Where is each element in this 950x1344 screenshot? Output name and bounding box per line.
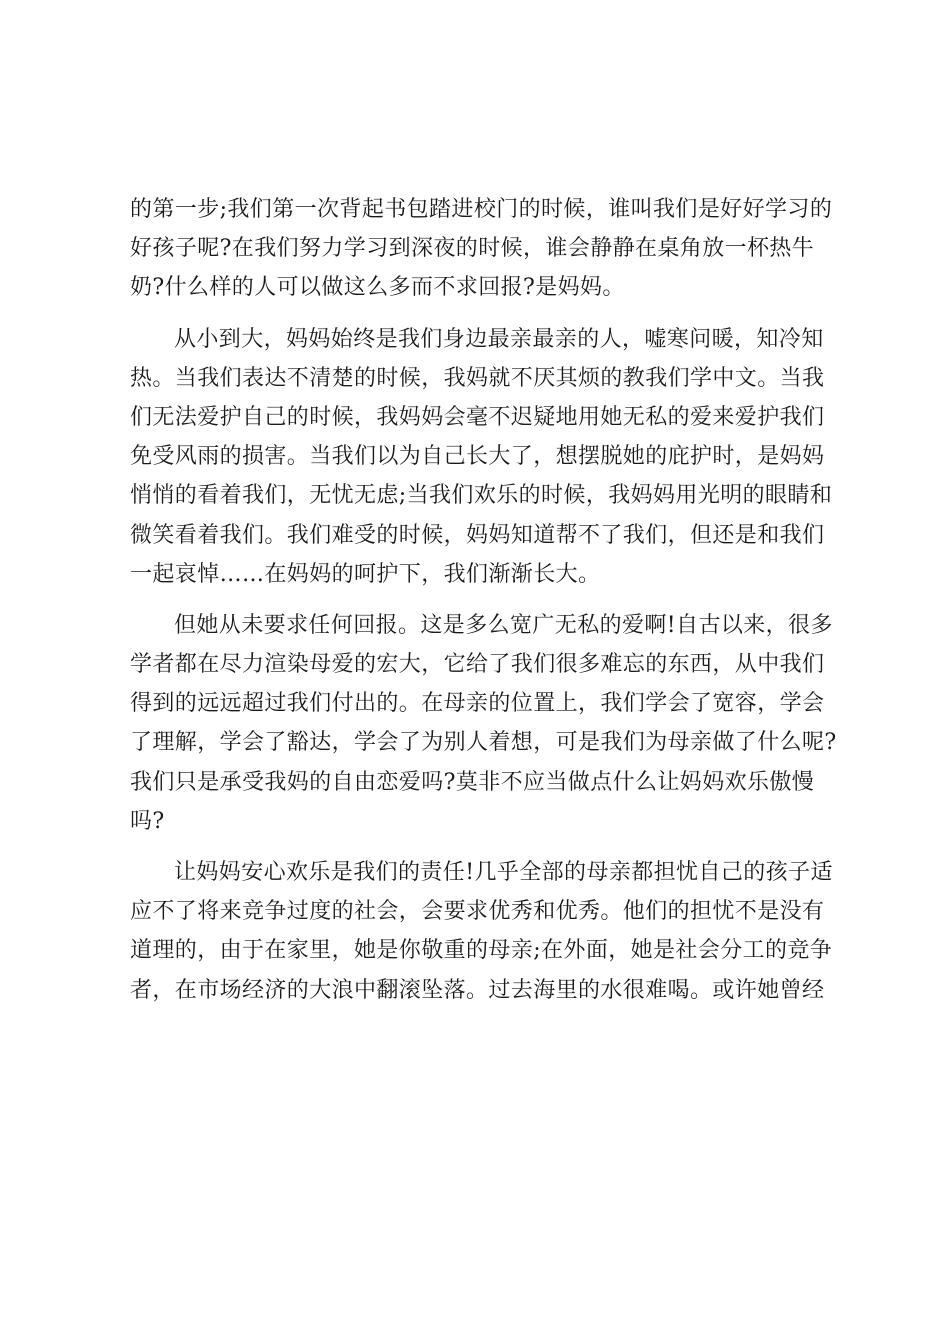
text-line: 吗? [130,808,165,834]
text-line: 奶?什么样的人可以做这么多而不求回报?是妈妈。 [130,275,625,301]
text-line: 我们只是承受我妈的自由恋爱吗?莫非不应当做点什么让妈妈欢乐傲慢 [130,769,815,795]
text-line: 让妈妈安心欢乐是我们的责任!几乎全部的母亲都担忧自己的孩子适 [174,860,833,885]
body-text [130,190,837,1010]
text-line: 道理的，由于在家里，她是你敬重的母亲;在外面，她是社会分工的竞争 [130,938,833,964]
text-line: 得到的远远超过我们付出的。在母亲的位置上，我们学会了宽容，学会 [130,691,825,717]
text-line: 悄悄的看着我们，无忧无虑;当我们欢乐的时候，我妈妈用光明的眼睛和 [130,483,833,509]
paragraph-3 [130,606,837,841]
text-line: 热。当我们表达不清楚的时候，我妈就不厌其烦的教我们学中文。当我 [130,365,825,391]
text-line: 从小到大，妈妈始终是我们身边最亲最亲的人，嘘寒问暖，知冷知 [174,326,824,352]
text-line: 微笑看着我们。我们难受的时候，妈妈知道帮不了我们，但还是和我们 [130,522,825,548]
text-line: 好孩子呢?在我们努力学习到深夜的时候，谁会静静在桌角放一杯热牛 [130,236,815,262]
paragraph-2 [130,320,833,594]
text-line: 学者都在尽力渲染母爱的宏大，它给了我们很多难忘的东西，从中我们 [130,652,825,678]
text-line: 了理解，学会了豁达，学会了为别人着想，可是我们为母亲做了什么呢? [130,730,837,756]
text-line: 但她从未要求任何回报。这是多么宽广无私的爱啊!自古以来，很多 [174,612,833,638]
paragraph-1 [130,190,833,308]
text-line: 们无法爱护自己的时候，我妈妈会毫不迟疑地用她无私的爱来爱护我们 [130,404,825,430]
text-line: 一起哀悼……在妈妈的呵护下，我们渐渐长大。 [130,561,601,587]
text-line: 者，在市场经济的大浪中翻滚坠落。过去海里的水很难喝。或许她曾经 [130,977,825,1003]
text-line: 应不了将来竞争过度的社会，会要求优秀和优秀。他们的担忧不是没有 [130,899,825,925]
paragraph-4 [130,853,833,1010]
text-line: 的第一步;我们第一次背起书包踏进校门的时候，谁叫我们是好好学习的 [130,197,833,222]
text-line: 免受风雨的损害。当我们以为自己长大了，想摆脱她的庇护时，是妈妈 [130,444,825,470]
